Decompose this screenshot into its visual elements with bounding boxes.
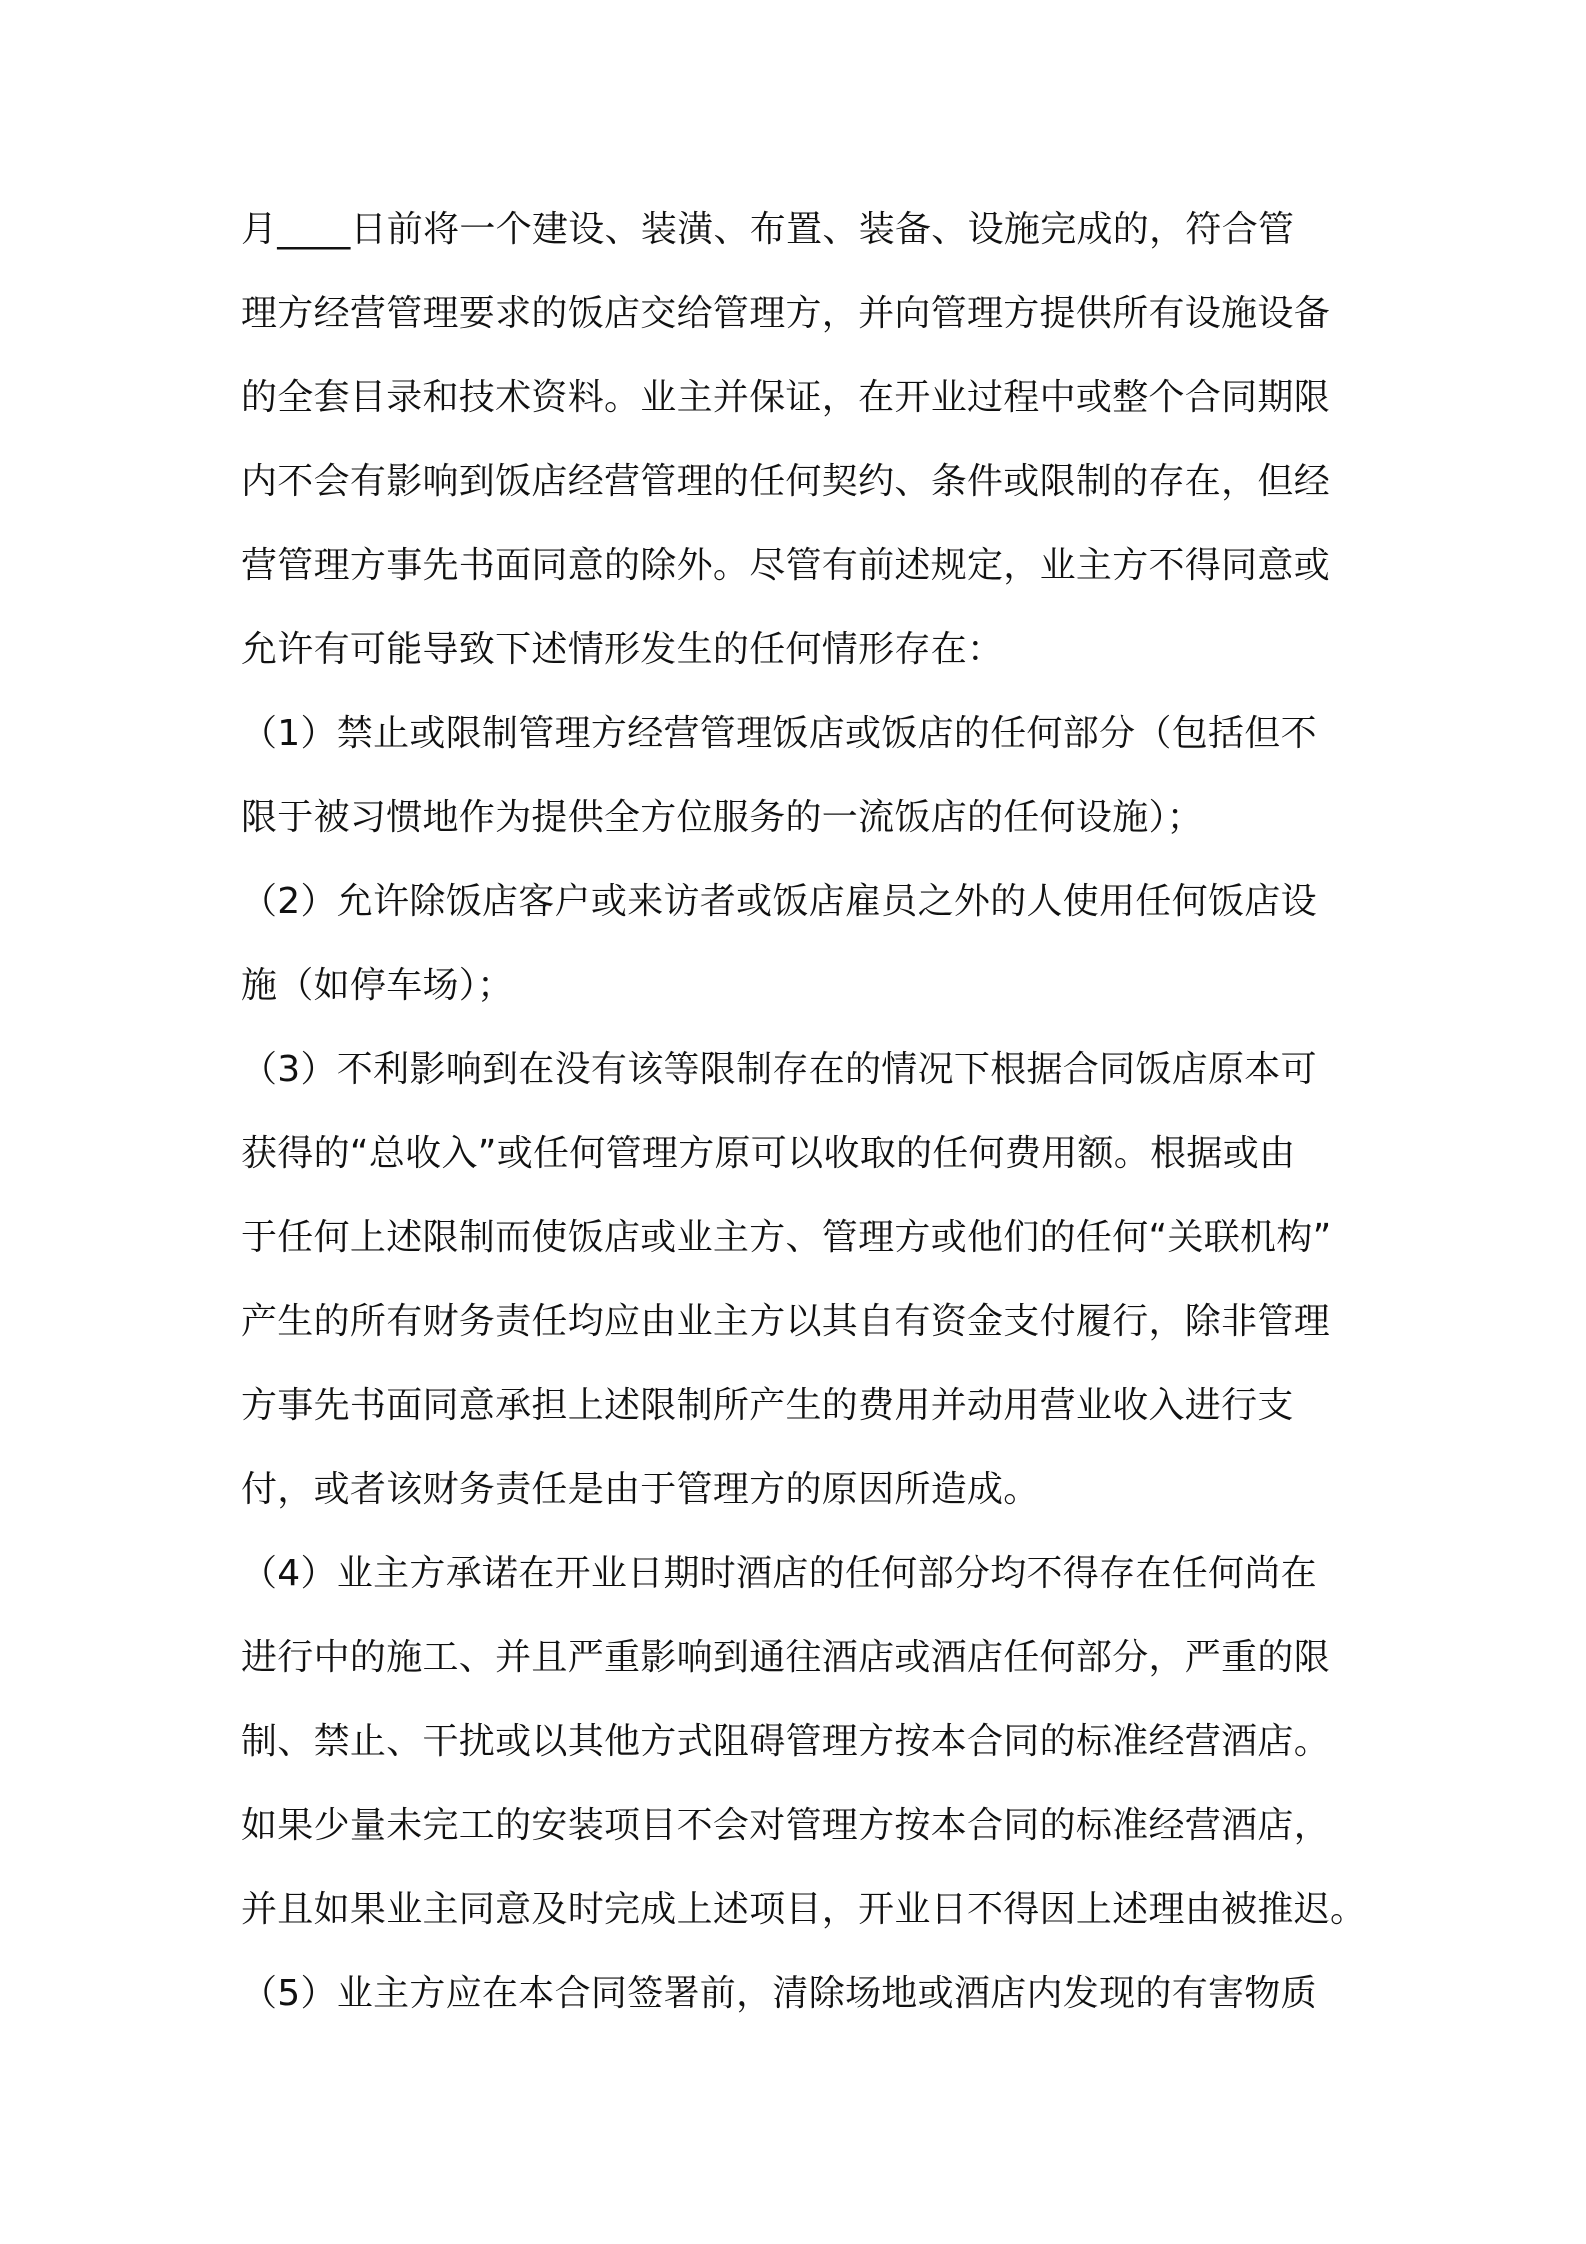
text-line: 付，或者该财务责任是由于管理方的原因所造成。 [241,1469,1040,1510]
text-line: 月____日前将一个建设、装潢、布置、装备、设施完成的，符合管 [241,209,1295,250]
text-line: 营管理方事先书面同意的除外。尽管有前述规定，业主方不得同意或 [241,545,1331,586]
text-line: 允许有可能导致下述情形发生的任何情形存在： [241,629,1004,670]
text-line: 内不会有影响到饭店经营管理的任何契约、条件或限制的存在，但经 [241,461,1331,502]
text-line: （4）业主方承诺在开业日期时酒店的任何部分均不得存在任何尚在 [241,1553,1317,1594]
text-line: （2）允许除饭店客户或来访者或饭店雇员之外的人使用任何饭店设 [241,881,1317,922]
text-line: （1）禁止或限制管理方经营管理饭店或饭店的任何部分（包括但不 [241,713,1317,754]
text-line: 的全套目录和技术资料。业主并保证，在开业过程中或整个合同期限 [241,377,1331,418]
text-line: 方事先书面同意承担上述限制所产生的费用并动用营业收入进行支 [241,1385,1294,1426]
text-line: 理方经营管理要求的饭店交给管理方，并向管理方提供所有设施设备 [241,293,1331,334]
text-line: 制、禁止、干扰或以其他方式阻碍管理方按本合同的标准经营酒店。 [241,1721,1331,1762]
text-line: （5）业主方应在本合同签署前，清除场地或酒店内发现的有害物质 [241,1973,1317,2014]
text-line: 进行中的施工、并且严重影响到通往酒店或酒店任何部分，严重的限 [241,1637,1331,1678]
text-line: 获得的“总收入”或任何管理方原可以收取的任何费用额。根据或由 [241,1133,1296,1174]
text-line: 于任何上述限制而使饭店或业主方、管理方或他们的任何“关联机构” [241,1217,1332,1258]
text-line: 并且如果业主同意及时完成上述项目，开业日不得因上述理由被推迟。 [241,1889,1367,1930]
text-line: （3）不利影响到在没有该等限制存在的情况下根据合同饭店原本可 [241,1049,1317,1090]
text-line: 产生的所有财务责任均应由业主方以其自有资金支付履行，除非管理 [241,1301,1331,1342]
text-line: 限于被习惯地作为提供全方位服务的一流饭店的任何设施）； [241,797,1204,838]
text-line: 施（如停车场）； [241,965,514,1006]
text-line: 如果少量未完工的安装项目不会对管理方按本合同的标准经营酒店， [241,1805,1331,1846]
